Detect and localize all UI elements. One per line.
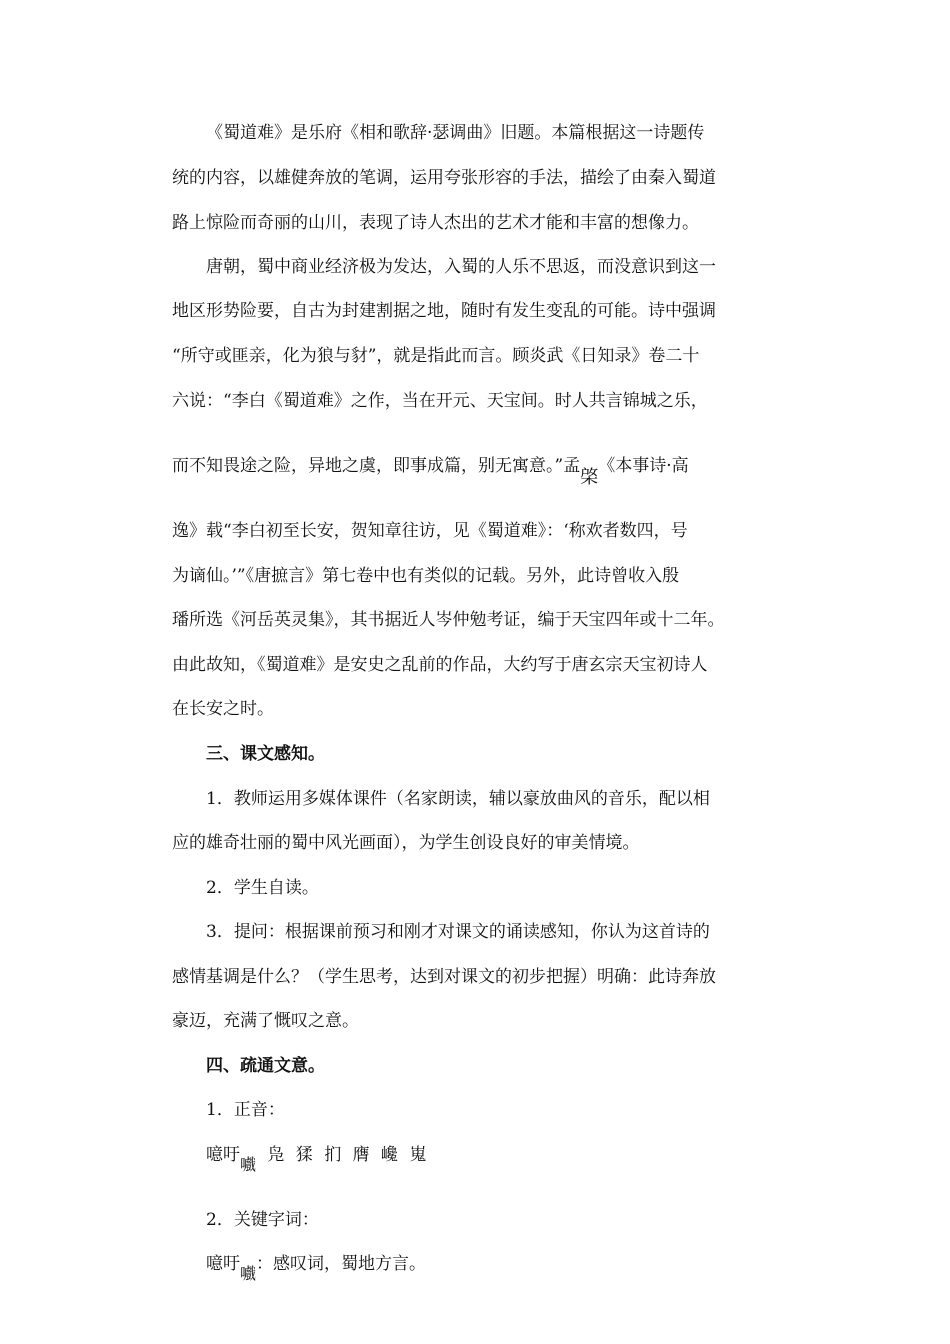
key-word-a: 噫吁 [206, 1254, 240, 1274]
section3-item3-line2: 感情基调是什么？（学生思考，达到对课文的初步把握）明确：此诗奔放 [172, 967, 716, 987]
para2-line2: 地区形势险要，自古为封建割据之地，随时有发生变乱的可能。诗中强调 [172, 301, 716, 321]
para2-line9: 由此故知，《蜀道难》是安史之乱前的作品，大约写于唐玄宗天宝初诗人 [172, 655, 708, 675]
para1-line2: 统的内容，以雄健奔放的笔调，运用夸张形容的手法，描绘了由秦入蜀道 [172, 168, 716, 188]
para1-line1: 《蜀道难》是乐府《相和歌辞·瑟调曲》旧题。本篇根据这一诗题传 [206, 123, 705, 143]
section4-item1-label: 1．正音： [206, 1100, 285, 1120]
section3-item3-line3: 豪迈，充满了慨叹之意。 [172, 1011, 359, 1031]
pron-subscript: 嚱 [240, 1155, 257, 1174]
para2-line10: 在长安之时。 [172, 699, 274, 719]
pronunciation-line [206, 1143, 427, 1174]
pron-word: 膺 [352, 1145, 370, 1165]
pron-word: 扪 [324, 1145, 342, 1165]
section3-item1-line2: 应的雄奇壮丽的蜀中风光画面），为学生创设良好的审美情境。 [172, 833, 640, 853]
para2-line8: 璠所选《河岳英灵集》，其书据近人岑仲勉考证，编于天宝四年或十二年。 [172, 610, 725, 630]
para2-line5-end: 《本事诗·高 [598, 456, 689, 476]
pron-word: 巉 [381, 1145, 399, 1165]
para2-line3: “所守或匪亲，化为狼与豺”，就是指此而言。顾炎武《日知录》卷二十 [172, 346, 700, 366]
section4-heading: 四、疏通文意。 [206, 1056, 325, 1076]
section3-item3-line1: 3．提问：根据课前预习和刚才对课文的诵读感知，你认为这首诗的 [206, 922, 710, 942]
para2-line7: 为谪仙。’”《唐摭言》第七卷中也有类似的记载。另外，此诗曾收入殷 [172, 566, 680, 586]
section4-item2-label: 2．关键字词： [206, 1210, 319, 1230]
pron-word-a: 噫吁 [206, 1145, 240, 1165]
para2-line5 [172, 454, 689, 488]
para2-line5-start: 而不知畏途之险，异地之虞，即事成篇，别无寓意。”孟 [172, 456, 581, 476]
pron-word: 凫 [267, 1145, 285, 1165]
section3-item1-line1: 1．教师运用多媒体课件（名家朗读，辅以豪放曲风的音乐，配以相 [206, 789, 710, 809]
para1-line3: 路上惊险而奇丽的山川，表现了诗人杰出的艺术才能和丰富的想像力。 [172, 213, 699, 233]
key-definition: ：感叹词，蜀地方言。 [256, 1254, 427, 1274]
pron-word: 嵬 [409, 1145, 427, 1165]
subscript-character: 棨 [580, 467, 599, 488]
section3-heading: 三、课文感知。 [206, 744, 325, 764]
para2-line1: 唐朝，蜀中商业经济极为发达，入蜀的人乐不思返，而没意识到这一 [206, 257, 716, 277]
para2-line4: 六说：“李白《蜀道难》之作，当在开元、天宝间。时人共言锦城之乐， [172, 391, 708, 411]
section3-item2: 2．学生自读。 [206, 878, 319, 898]
key-word-line [206, 1252, 427, 1283]
key-subscript: 嚱 [240, 1264, 257, 1283]
para2-line6: 逸》载“李白初至长安，贺知章往访，见《蜀道难》：‘称欢者数四，号 [172, 521, 688, 541]
pron-word: 猱 [295, 1145, 313, 1165]
